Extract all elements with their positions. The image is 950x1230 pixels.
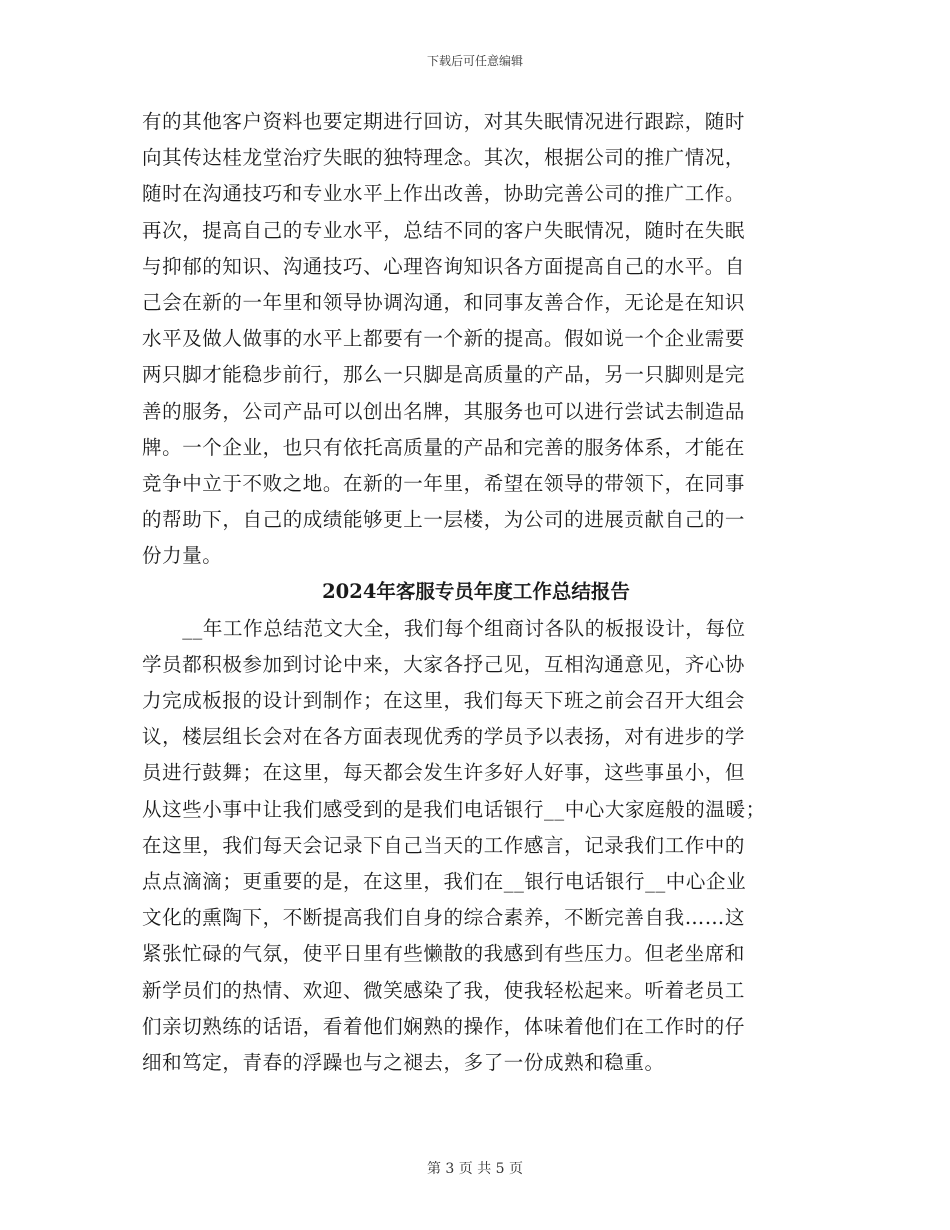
text-line: 点点滴滴；更重要的是，在这里，我们在__银行电话银行__中心企业	[142, 869, 747, 893]
text-line: 新学员们的热情、欢迎、微笑感染了我，使我轻松起来。听着老员工	[142, 978, 746, 1002]
text-line: 份力量。	[142, 544, 223, 568]
page-footer: 第 3 页 共 5 页	[426, 1161, 524, 1177]
text-line: 牌。一个企业，也只有依托高质量的产品和完善的服务体系，才能在	[142, 435, 746, 459]
text-line: 有的其他客户资料也要定期进行回访，对其失眠情况进行跟踪，随时	[142, 110, 746, 133]
text-line: 从这些小事中让我们感受到的是我们电话银行__中心大家庭般的温暖；	[142, 797, 766, 821]
text-line: 向其传达桂龙堂治疗失眠的独特理念。其次，根据公司的推广情况，	[142, 146, 746, 170]
text-line: 随时在沟通技巧和专业水平上作出改善，协助完善公司的推广工作。	[142, 182, 746, 206]
text-line: 水平及做人做事的水平上都要有一个新的提高。假如说一个企业需要	[142, 327, 746, 351]
text-line: 学员都积极参加到讨论中来，大家各抒己见，互相沟通意见，齐心协	[142, 652, 746, 676]
text-line: 两只脚才能稳步前行，那么一只脚是高质量的产品，另一只脚则是完	[142, 363, 746, 387]
text-line: 与抑郁的知识、沟通技巧、心理咨询知识各方面提高自己的水平。自	[142, 254, 746, 278]
section-2-paragraph	[142, 611, 810, 1081]
page-header: 下载后可任意编辑	[426, 54, 523, 68]
text-line: 员进行鼓舞；在这里，每天都会发生许多好人好事，这些事虽小，但	[142, 761, 746, 785]
text-line: 在这里，我们每天会记录下自己当天的工作感言，记录我们工作中的	[142, 833, 746, 857]
text-line: 己会在新的一年里和领导协调沟通，和同事友善合作，无论是在知识	[142, 290, 746, 314]
text-line: 善的服务，公司产品可以创出名牌，其服务也可以进行尝试去制造品	[142, 399, 746, 423]
text-line: 竞争中立于不败之地。在新的一年里，希望在领导的带领下，在同事	[142, 471, 746, 495]
text-line: 议，楼层组长会对在各方面表现优秀的学员予以表扬，对有进步的学	[142, 725, 746, 749]
section-1-paragraph	[142, 104, 810, 574]
section-title: 2024年客服专员年度工作总结报告	[322, 580, 630, 604]
text-line: 文化的熏陶下，不断提高我们自身的综合素养，不断完善自我……这	[142, 906, 746, 930]
text-line: 力完成板报的设计到制作；在这里，我们每天下班之前会召开大组会	[142, 689, 746, 712]
text-line: 们亲切熟练的话语，看着他们娴熟的操作，体味着他们在工作时的仔	[142, 1014, 746, 1038]
text-line: 的帮助下，自己的成绩能够更上一层楼，为公司的进展贡献自己的一	[142, 508, 746, 532]
text-line: 细和笃定，青春的浮躁也与之褪去，多了一份成熟和稳重。	[142, 1050, 665, 1074]
text-line: 紧张忙碌的气氛，使平日里有些懒散的我感到有些压力。但老坐席和	[142, 942, 746, 966]
document-body	[142, 104, 810, 1081]
text-line: 再次，提高自己的专业水平，总结不同的客户失眠情况，随时在失眠	[142, 218, 746, 242]
text-line: __年工作总结范文大全，我们每个组商讨各队的板报设计，每位	[142, 616, 746, 640]
